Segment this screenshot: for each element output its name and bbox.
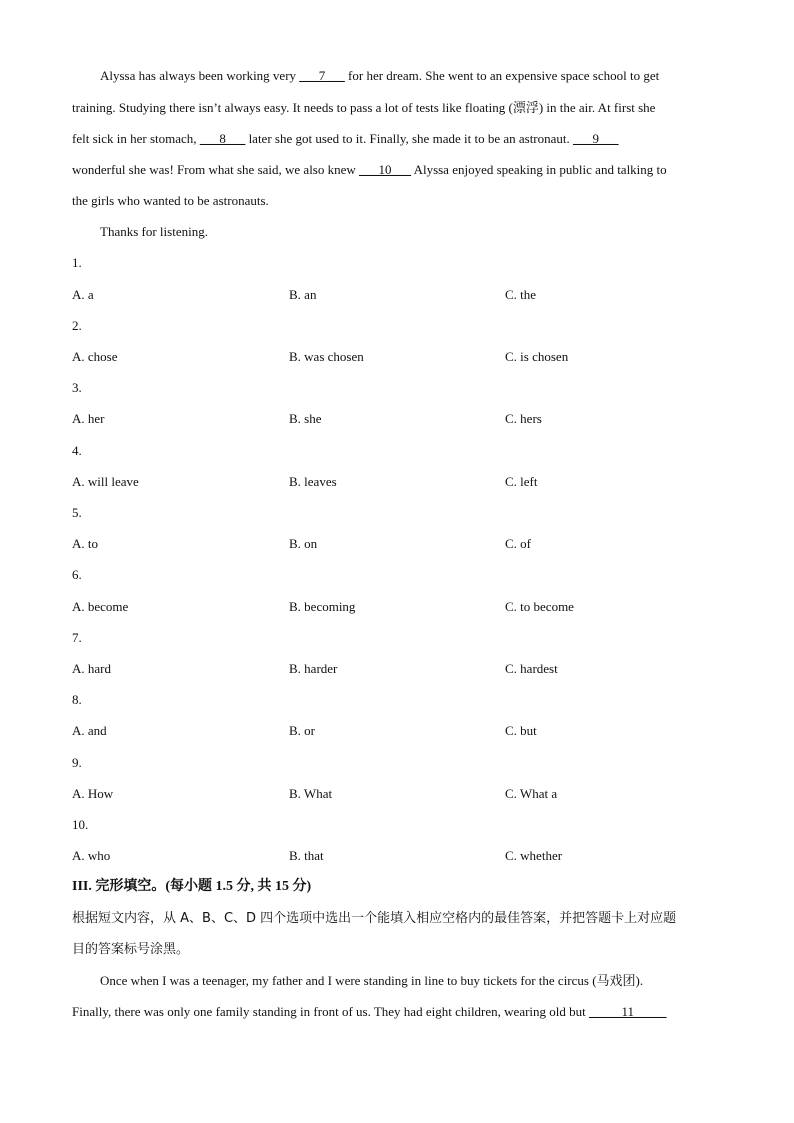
passage-line-2: training. Studying there isn’t always easy. It needs to pass a lot of tests like floating (漂浮) in the air. At first she bbox=[72, 100, 656, 115]
blank-9: ___9___ bbox=[573, 131, 619, 146]
question-number: 8. bbox=[72, 692, 82, 707]
option-b: B. that bbox=[289, 848, 324, 863]
question-number: 2. bbox=[72, 318, 82, 333]
passage-line bbox=[72, 1003, 667, 1021]
option-b: B. on bbox=[289, 536, 318, 551]
option-a: A. chose bbox=[72, 349, 118, 364]
question-number: 5. bbox=[72, 505, 82, 520]
option-b: B. leaves bbox=[289, 474, 337, 489]
option-b: B. an bbox=[289, 287, 317, 302]
passage-closing: Thanks for listening. bbox=[100, 224, 208, 239]
option-b: B. was chosen bbox=[289, 349, 364, 364]
option-b: B. becoming bbox=[289, 599, 356, 614]
passage-line: Once when I was a teenager, my father and I were standing in line to buy tickets for the circus (马戏团). bbox=[100, 973, 644, 988]
option-c: C. is chosen bbox=[505, 349, 569, 364]
option-b: B. harder bbox=[289, 661, 338, 676]
blank-8: ___8___ bbox=[199, 131, 246, 146]
option-b: B. What bbox=[289, 786, 333, 801]
option-a: A. become bbox=[72, 599, 129, 614]
blank-7: ___7___ bbox=[299, 68, 345, 83]
passage-line-1 bbox=[100, 67, 659, 85]
option-c: C. left bbox=[505, 474, 538, 489]
passage-text: Alyssa has always been working very bbox=[100, 68, 300, 83]
passage-text: felt sick in her stomach, bbox=[72, 131, 200, 146]
option-a: A. to bbox=[72, 536, 98, 551]
option-c: C. whether bbox=[505, 848, 563, 863]
option-c: C. hardest bbox=[505, 661, 558, 676]
passage-text: Alyssa enjoyed speaking in public and talking to bbox=[411, 162, 667, 177]
option-a: A. a bbox=[72, 287, 94, 302]
option-a: A. will leave bbox=[72, 474, 139, 489]
passage-line-3 bbox=[72, 130, 619, 148]
blank-10: ___10___ bbox=[359, 162, 412, 177]
passage-line-4 bbox=[72, 161, 667, 179]
option-a: A. her bbox=[72, 411, 105, 426]
question-number: 1. bbox=[72, 255, 82, 270]
option-c: C. to become bbox=[505, 599, 574, 614]
option-b: B. she bbox=[289, 411, 322, 426]
option-a: A. who bbox=[72, 848, 111, 863]
passage-line-5: the girls who wanted to be astronauts. bbox=[72, 193, 269, 208]
blank-11: _____11_____ bbox=[589, 1004, 667, 1019]
passage-text: later she got used to it. Finally, she made it to be an astronaut. bbox=[245, 131, 574, 146]
passage-text: wonderful she was! From what she said, we also knew bbox=[72, 162, 360, 177]
question-number: 4. bbox=[72, 443, 82, 458]
option-c: C. of bbox=[505, 536, 531, 551]
option-c: C. What a bbox=[505, 786, 558, 801]
section-instruction: 目的答案标号涂黑。 bbox=[72, 942, 190, 957]
option-b: B. or bbox=[289, 723, 315, 738]
option-c: C. but bbox=[505, 723, 537, 738]
question-number: 3. bbox=[72, 380, 82, 395]
option-a: A. hard bbox=[72, 661, 111, 676]
option-a: A. How bbox=[72, 786, 114, 801]
question-number: 6. bbox=[72, 567, 82, 582]
passage-text: for her dream. She went to an expensive space school to get bbox=[344, 68, 660, 83]
option-c: C. hers bbox=[505, 411, 542, 426]
option-c: C. the bbox=[505, 287, 537, 302]
question-number: 7. bbox=[72, 630, 82, 645]
section-heading: III. 完形填空。(每小题 1.5 分, 共 15 分) bbox=[72, 879, 312, 894]
section-instruction: 根据短文内容，从 A、B、C、D 四个选项中选出一个能填入相应空格内的最佳答案，并把答题卡上对应题 bbox=[72, 911, 677, 926]
passage-text: Finally, there was only one family standing in front of us. They had eight children, wearing old but bbox=[72, 1004, 590, 1019]
option-a: A. and bbox=[72, 723, 107, 738]
question-number: 9. bbox=[72, 755, 82, 770]
question-number: 10. bbox=[72, 817, 89, 832]
